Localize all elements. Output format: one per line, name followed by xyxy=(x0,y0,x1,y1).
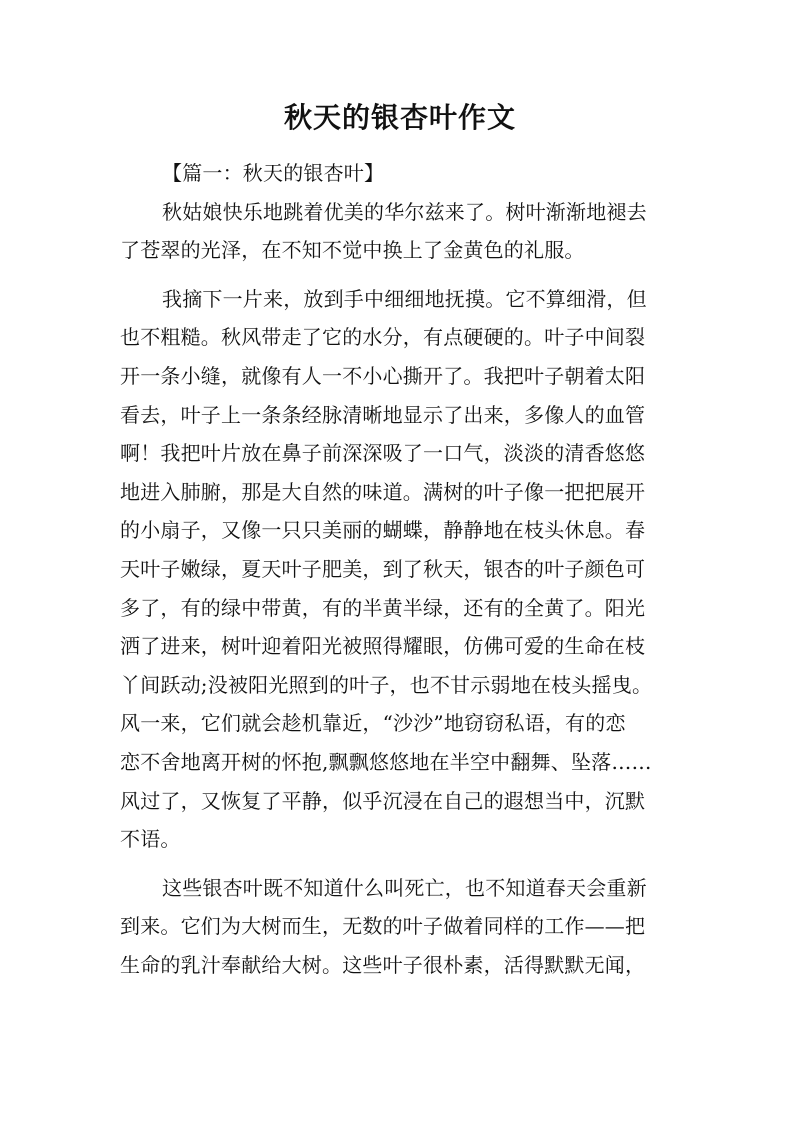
paragraph-line: 生命的乳汁奉献给大树。这些叶子很朴素，活得默默无闻， xyxy=(120,952,646,977)
paragraph-line: 啊！我把叶片放在鼻子前深深吸了一口气，淡淡的清香悠悠 xyxy=(120,441,646,466)
paragraph-2 xyxy=(120,280,685,859)
paragraph-line: 也不粗糙。秋风带走了它的水分，有点硬硬的。叶子中间裂 xyxy=(120,325,646,350)
paragraph-line: 恋不舍地离开树的怀抱,飘飘悠悠地在半空中翻舞、坠落…… xyxy=(120,749,652,774)
paragraph-1 xyxy=(120,193,685,270)
section-heading: 【篇一：秋天的银杏叶】 xyxy=(162,161,385,185)
paragraph-line: 到来。它们为大树而生，无数的叶子做着同样的工作——把 xyxy=(120,914,646,939)
paragraph-line: 丫间跃动;没被阳光照到的叶子，也不甘示弱地在枝头摇曳。 xyxy=(120,672,653,697)
paragraph-line: 多了，有的绿中带黄，有的半黄半绿，还有的全黄了。阳光 xyxy=(120,595,646,620)
paragraph-line: 风一来，它们就会趁机靠近，“沙沙”地窃窃私语，有的恋 xyxy=(120,711,626,736)
page-title: 秋天的银杏叶作文 xyxy=(283,101,516,134)
paragraph-line: 洒了进来，树叶迎着阳光被照得耀眼，仿佛可爱的生命在枝 xyxy=(120,634,646,659)
paragraph-3 xyxy=(120,869,685,985)
article-body xyxy=(120,154,685,984)
paragraph-line: 了苍翠的光泽，在不知不觉中换上了金黄色的礼服。 xyxy=(120,238,585,263)
paragraph-line: 风过了，又恢复了平静，似乎沉浸在自己的遐想当中，沉默 xyxy=(120,788,646,813)
paragraph-line: 的小扇子，又像一只只美丽的蝴蝶，静静地在枝头休息。春 xyxy=(120,518,646,543)
paragraph-line: 秋姑娘快乐地跳着优美的华尔兹来了。树叶渐渐地褪去 xyxy=(162,199,647,224)
paragraph-line: 地进入肺腑，那是大自然的味道。满树的叶子像一把把展开 xyxy=(120,479,646,504)
paragraph-line: 这些银杏叶既不知道什么叫死亡，也不知道春天会重新 xyxy=(162,875,647,900)
paragraph-line: 看去，叶子上一条条经脉清晰地显示了出来，多像人的血管 xyxy=(120,402,646,427)
paragraph-line: 天叶子嫩绿，夏天叶子肥美，到了秋天，银杏的叶子颜色可 xyxy=(120,556,646,581)
paragraph-line: 开一条小缝，就像有人一不小心撕开了。我把叶子朝着太阳 xyxy=(120,363,646,388)
paragraph-line: 不语。 xyxy=(120,827,181,852)
paragraph-line: 我摘下一片来，放到手中细细地抚摸。它不算细滑，但 xyxy=(162,286,647,311)
